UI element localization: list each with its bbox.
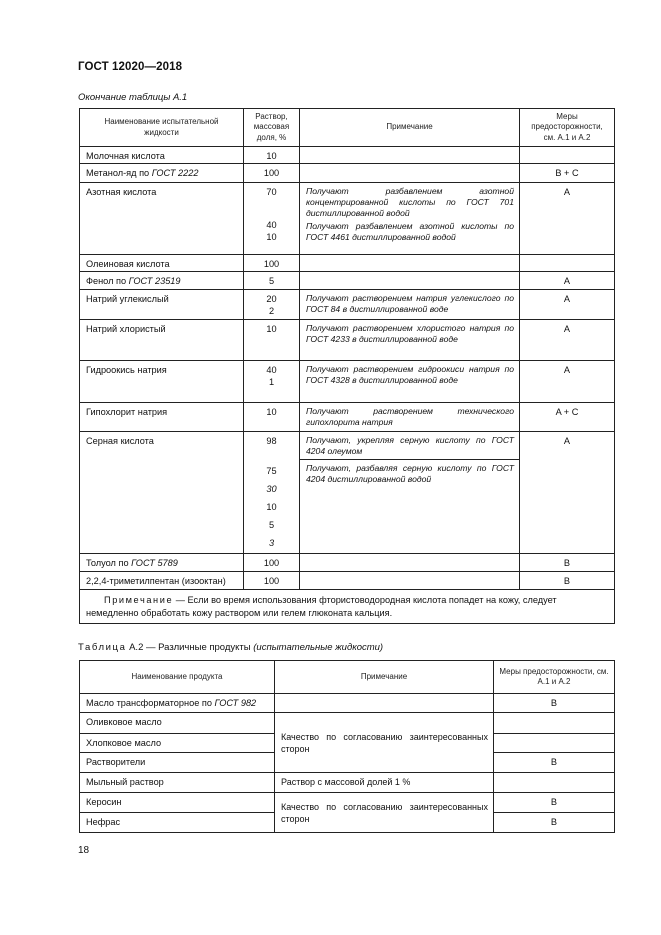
table-row: [80, 147, 615, 164]
gost-reference: ГОСТ 23519: [128, 276, 181, 286]
row-note: [300, 183, 520, 255]
row-name: Хлопковое масло: [80, 734, 275, 753]
row-concentration: 100: [244, 572, 300, 590]
conc-value: 30: [266, 484, 277, 494]
table-row: [80, 164, 615, 183]
row-name: Олеиновая кислота: [80, 255, 244, 272]
row-name: Натрий углекислый: [80, 290, 244, 320]
col-header-concentration: Раствор, массовая доля, %: [244, 109, 300, 147]
row-note: [300, 164, 520, 183]
table-row: [80, 713, 615, 734]
note-label: Примечание: [104, 595, 174, 605]
table-row: [80, 572, 615, 590]
row-name: Гидроокись натрия: [80, 361, 244, 403]
row-name: [80, 164, 244, 183]
conc-value: 75: [266, 466, 277, 476]
row-name: 2,2,4-триметилпентан (изооктан): [80, 572, 244, 590]
table2-caption: [78, 642, 383, 653]
row-concentration: 100: [244, 164, 300, 183]
row-name: Мыльный раствор: [80, 773, 275, 793]
row-precautions: [494, 773, 615, 793]
caption-label: Таблица: [78, 642, 127, 653]
row-name: Гипохлорит натрия: [80, 403, 244, 432]
note-text: Получают, разбавляя серную кислоту по ГОСТ 4204 дистиллированной водой: [300, 459, 519, 487]
table1-caption: Окончание таблицы А.1: [78, 92, 188, 103]
row-precautions: A: [520, 290, 615, 320]
gost-reference: ГОСТ 982: [214, 698, 257, 708]
row-precautions: B: [520, 554, 615, 572]
col-header-product: Наименование продукта: [80, 661, 275, 694]
table-header-row: [80, 109, 615, 147]
row-precautions: B + C: [520, 164, 615, 183]
col-header-note: Примечание: [275, 661, 494, 694]
row-note: Получают растворением гидроокиси натрия по ГОСТ 4328 в дистиллированной воде: [300, 361, 520, 403]
row-name: Азотная кислота: [80, 183, 244, 255]
col-header-precautions: Меры предосторожности, см. А.1 и А.2: [494, 661, 615, 694]
row-note: [300, 147, 520, 164]
col-header-name: Наименование испытательной жидкости: [80, 109, 244, 147]
caption-subtitle: (испытательные жидкости): [253, 642, 384, 653]
row-concentration: 100: [244, 554, 300, 572]
caption-title: А.2 — Различные продукты: [126, 642, 254, 653]
table-row: [80, 320, 615, 361]
row-name-text: Толуол по: [86, 558, 132, 568]
document-header: ГОСТ 12020—2018: [78, 61, 183, 73]
row-concentration: 5: [244, 272, 300, 290]
row-name-text: Фенол по: [86, 276, 129, 286]
table-row: [80, 255, 615, 272]
row-note: Получают растворением хлористого натрия по ГОСТ 4233 в дистиллированной воде: [300, 320, 520, 361]
row-note: [300, 255, 520, 272]
conc-value: 98: [266, 436, 277, 446]
row-concentration: 10: [244, 320, 300, 361]
note-text: Получают разбавлением азотной концентрированной кислоты по ГОСТ 701 дистиллированной водой: [306, 186, 514, 219]
row-name-text: Метанол-яд по: [86, 168, 152, 178]
conc-value: 40: [266, 220, 277, 230]
row-note-group: Качество по согласованию заинтересованных сторон: [275, 713, 494, 773]
row-concentration: [244, 290, 300, 320]
row-concentration: [244, 361, 300, 403]
row-precautions: B: [494, 793, 615, 813]
row-note: [300, 272, 520, 290]
row-name: Растворители: [80, 753, 275, 773]
page-number: 18: [78, 845, 90, 856]
note-text: Получают, укрепляя серную кислоту по ГОСТ 4204 олеумом: [306, 435, 514, 457]
row-note: Получают растворением натрия углекислого по ГОСТ 84 в дистиллированной воде: [300, 290, 520, 320]
table-note-row: [80, 590, 615, 624]
row-name: Серная кислота: [80, 432, 244, 554]
conc-value: 70: [266, 187, 277, 197]
note-text: — Если во время использования фтористоводородная кислота попадет на кожу, следует немедленно обработать кожу раствором или гелем глюконата кальция.: [86, 595, 557, 618]
row-precautions: A: [520, 432, 615, 554]
row-precautions: A: [520, 272, 615, 290]
row-precautions: [520, 255, 615, 272]
row-precautions: [520, 147, 615, 164]
col-header-precautions: Меры предосторожности, см. А.1 и А.2: [520, 109, 615, 147]
table-row: [80, 183, 615, 255]
row-concentration: 100: [244, 255, 300, 272]
table-a2: [79, 660, 615, 833]
row-note: [275, 694, 494, 713]
row-name: [80, 694, 275, 713]
row-note: Получают растворением технического гипохлорита натрия: [300, 403, 520, 432]
row-precautions: B: [520, 572, 615, 590]
row-precautions: B: [494, 753, 615, 773]
table-row: [80, 793, 615, 813]
row-note: [300, 572, 520, 590]
row-note-group: Качество по согласованию заинтересованных сторон: [275, 793, 494, 833]
table-row: [80, 403, 615, 432]
conc-value: 10: [266, 502, 277, 512]
row-precautions: A: [520, 320, 615, 361]
table-note: [80, 590, 615, 624]
row-name: Натрий хлористый: [80, 320, 244, 361]
row-concentration: 10: [244, 403, 300, 432]
gost-reference: ГОСТ 2222: [151, 168, 199, 178]
conc-value: 5: [268, 520, 275, 530]
table-row: [80, 432, 615, 554]
gost-reference: ГОСТ 5789: [131, 558, 178, 568]
row-name: [80, 272, 244, 290]
row-note: Раствор с массовой долей 1 %: [275, 773, 494, 793]
conc-value: 10: [266, 232, 277, 242]
col-header-note: Примечание: [300, 109, 520, 147]
table-row: [80, 773, 615, 793]
row-concentration: [244, 432, 300, 554]
row-precautions: A: [520, 361, 615, 403]
table-a1: [79, 108, 615, 624]
conc-value: 2: [268, 306, 275, 316]
row-name: [80, 554, 244, 572]
row-concentration: [244, 183, 300, 255]
row-precautions: [494, 713, 615, 734]
conc-value: 40: [266, 365, 277, 375]
row-concentration: 10: [244, 147, 300, 164]
table-row: [80, 290, 615, 320]
row-precautions: [494, 734, 615, 753]
row-name: Молочная кислота: [80, 147, 244, 164]
table-row: [80, 554, 615, 572]
row-precautions: B: [494, 813, 615, 833]
table-header-row: [80, 661, 615, 694]
row-name: Нефрас: [80, 813, 275, 833]
row-precautions: A: [520, 183, 615, 255]
row-name: Керосин: [80, 793, 275, 813]
row-note: [300, 432, 520, 554]
row-precautions: B: [494, 694, 615, 713]
row-name: Оливковое масло: [80, 713, 275, 734]
row-note: [300, 554, 520, 572]
conc-value: 20: [266, 294, 277, 304]
row-name-text: Масло трансформаторное по: [86, 698, 215, 708]
conc-value: 1: [268, 377, 275, 387]
row-precautions: A + C: [520, 403, 615, 432]
note-text: Получают разбавлением азотной кислоты по ГОСТ 4461 дистиллированной водой: [306, 221, 514, 243]
table-row: [80, 361, 615, 403]
table-row: [80, 272, 615, 290]
conc-value: 3: [268, 538, 275, 548]
table-row: [80, 694, 615, 713]
